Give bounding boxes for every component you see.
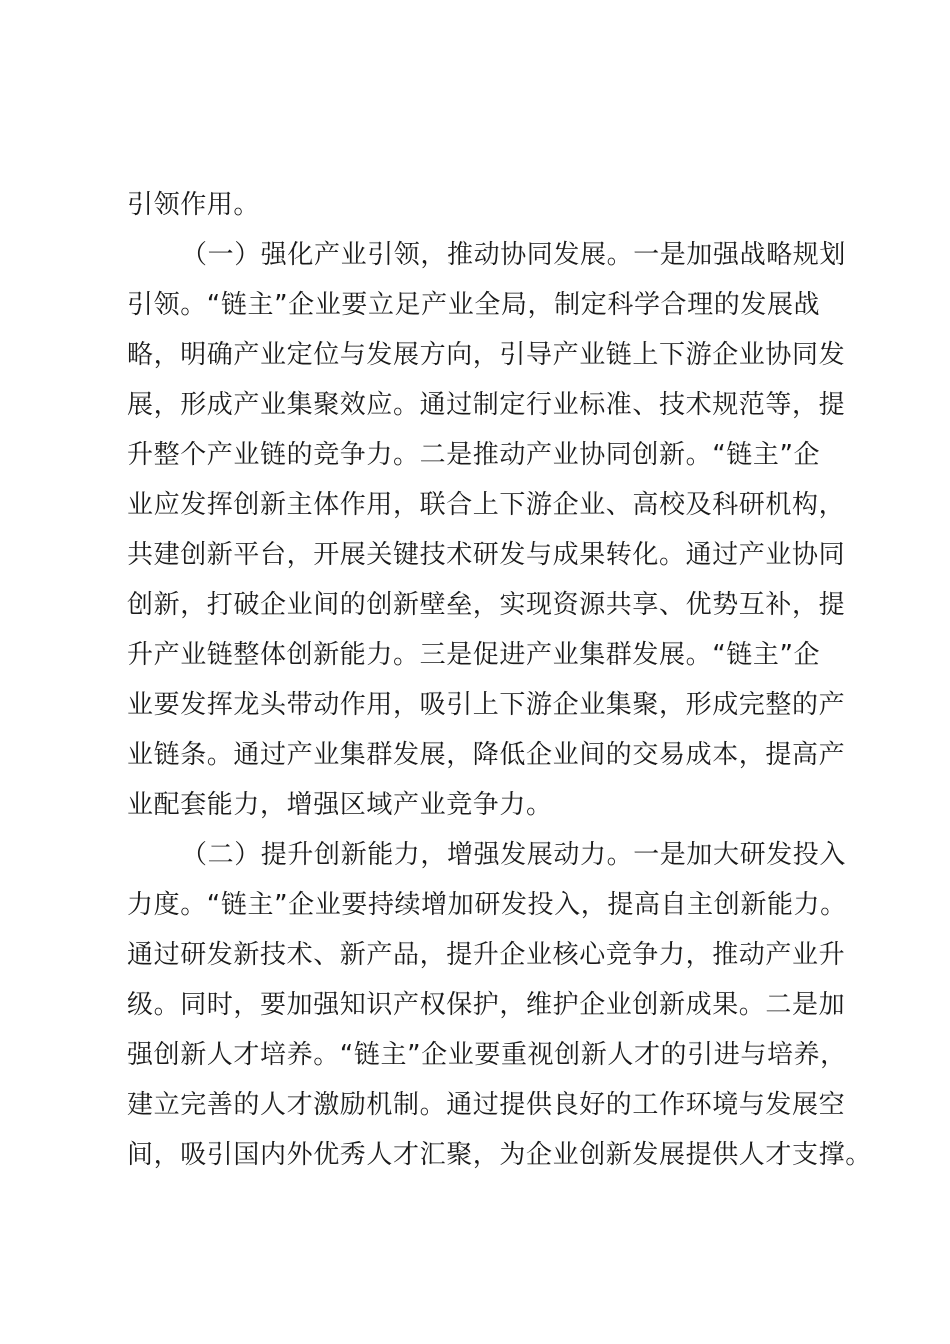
text-line: 级。同时，要加强知识产权保护，维护企业创新成果。二是加 (127, 990, 846, 1020)
text-line: 创新，打破企业间的创新壁垒，实现资源共享、优势互补，提 (127, 590, 846, 620)
text-line-paragraph-start: （一）强化产业引领，推动协同发展。一是加强战略规划 (181, 240, 847, 270)
text-line: 引领作用。 (127, 190, 261, 220)
text-line: 间，吸引国内外优秀人才汇聚，为企业创新发展提供人才支撑。 (127, 1140, 872, 1170)
text-line: 通过研发新技术、新产品，提升企业核心竞争力，推动产业升 (127, 940, 846, 970)
text-line: 展，形成产业集聚效应。通过制定行业标准、技术规范等，提 (127, 390, 846, 420)
text-line: 业链条。通过产业集群发展，降低企业间的交易成本，提高产 (127, 740, 846, 770)
text-line: 建立完善的人才激励机制。通过提供良好的工作环境与发展空 (127, 1090, 846, 1120)
text-line: 升整个产业链的竞争力。二是推动产业协同创新。“链主”企 (127, 440, 821, 470)
text-line: 业配套能力，增强区域产业竞争力。 (127, 790, 553, 820)
text-line: 引领。“链主”企业要立足产业全局，制定科学合理的发展战 (127, 290, 821, 320)
text-line: 共建创新平台，开展关键技术研发与成果转化。通过产业协同 (127, 540, 846, 570)
text-line: 业要发挥龙头带动作用，吸引上下游企业集聚，形成完整的产 (127, 690, 846, 720)
text-line-paragraph-start: （二）提升创新能力，增强发展动力。一是加大研发投入 (181, 840, 847, 870)
text-line: 力度。“链主”企业要持续增加研发投入，提高自主创新能力。 (127, 890, 847, 920)
text-line: 升产业链整体创新能力。三是促进产业集群发展。“链主”企 (127, 640, 821, 670)
text-line: 业应发挥创新主体作用，联合上下游企业、高校及科研机构， (127, 490, 846, 520)
document-body (127, 180, 872, 1180)
text-line: 略，明确产业定位与发展方向，引导产业链上下游企业协同发 (127, 340, 846, 370)
text-line: 强创新人才培养。“链主”企业要重视创新人才的引进与培养， (127, 1040, 847, 1070)
